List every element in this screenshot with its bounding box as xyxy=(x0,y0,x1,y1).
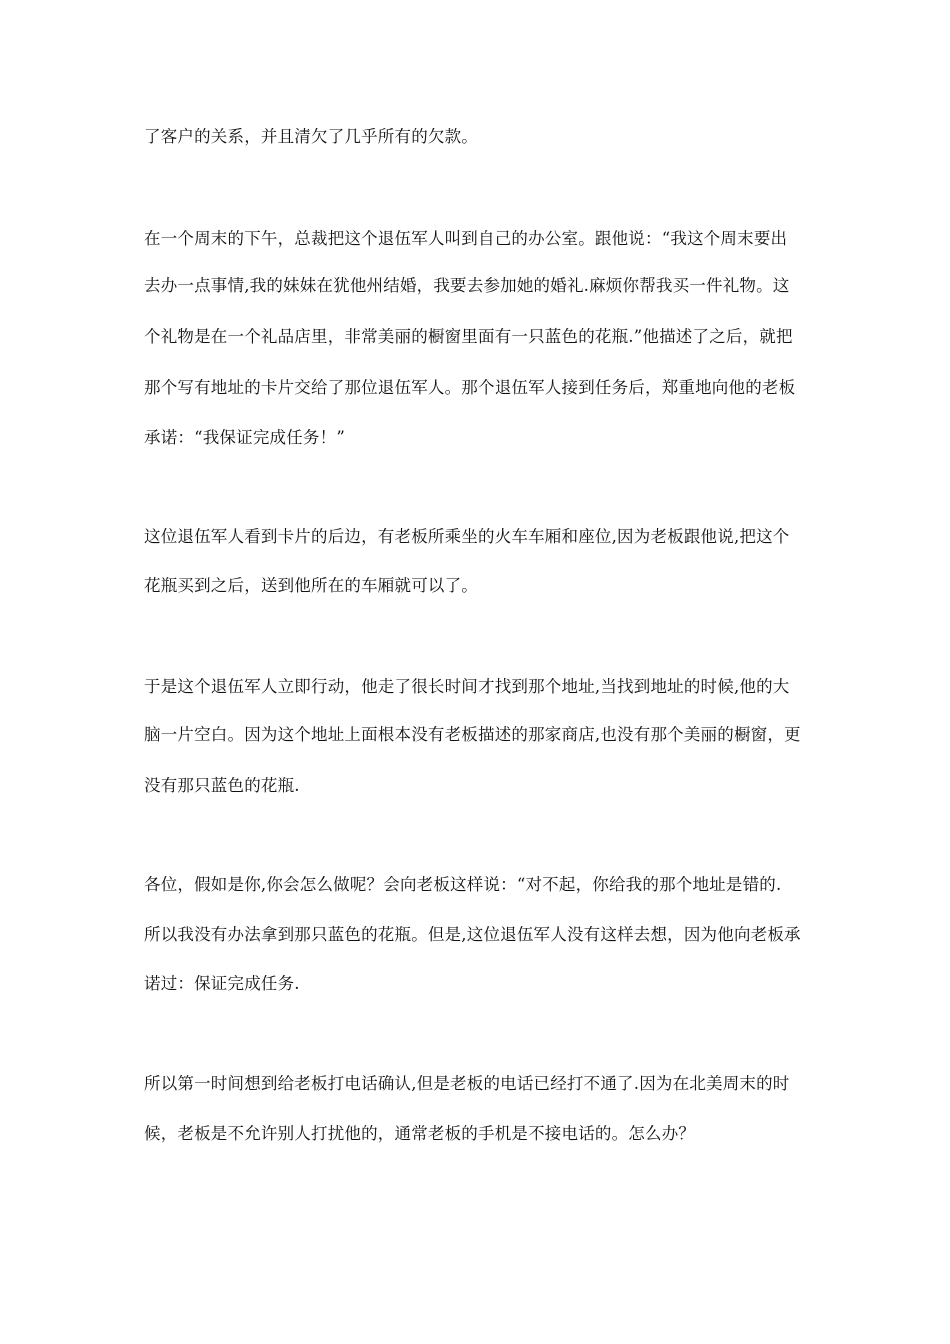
text-line: 诺过：保证完成任务. xyxy=(144,974,300,993)
text-line: 承诺：“我保证完成任务！” xyxy=(144,428,345,447)
text-line: 这位退伍军人看到卡片的后边，有老板所乘坐的火车车厢和座位,因为老板跟他说,把这个 xyxy=(144,527,790,546)
text-line: 花瓶买到之后，送到他所在的车厢就可以了。 xyxy=(144,576,478,595)
text-line: 各位，假如是你,你会怎么做呢？会向老板这样说：“对不起，你给我的那个地址是错的. xyxy=(144,875,782,894)
text-line: 所以第一时间想到给老板打电话确认,但是老板的电话已经打不通了.因为在北美周末的时 xyxy=(144,1074,790,1093)
text-line: 去办一点事情,我的妹妹在犹他州结婚，我要去参加她的婚礼.麻烦你帮我买一件礼物。这 xyxy=(144,276,790,295)
text-line: 所以我没有办法拿到那只蓝色的花瓶。但是,这位退伍军人没有这样去想，因为他向老板承 xyxy=(144,925,801,944)
text-line: 候，老板是不允许别人打扰他的，通常老板的手机是不接电话的。怎么办？ xyxy=(144,1124,696,1143)
text-line: 脑一片空白。因为这个地址上面根本没有老板描述的那家商店,也没有那个美丽的橱窗，更 xyxy=(144,725,801,744)
text-line: 了客户的关系，并且清欠了几乎所有的欠款。 xyxy=(144,127,478,146)
text-line: 没有那只蓝色的花瓶. xyxy=(144,776,300,795)
text-line: 于是这个退伍军人立即行动，他走了很长时间才找到那个地址,当找到地址的时候,他的大 xyxy=(144,677,790,696)
text-line: 那个写有地址的卡片交给了那位退伍军人。那个退伍军人接到任务后，郑重地向他的老板 xyxy=(144,378,796,397)
text-line: 在一个周末的下午，总裁把这个退伍军人叫到自己的办公室。跟他说：“我这个周末要出 xyxy=(144,229,788,248)
text-line: 个礼物是在一个礼品店里，非常美丽的橱窗里面有一只蓝色的花瓶.”他描述了之后，就把 xyxy=(144,327,793,346)
